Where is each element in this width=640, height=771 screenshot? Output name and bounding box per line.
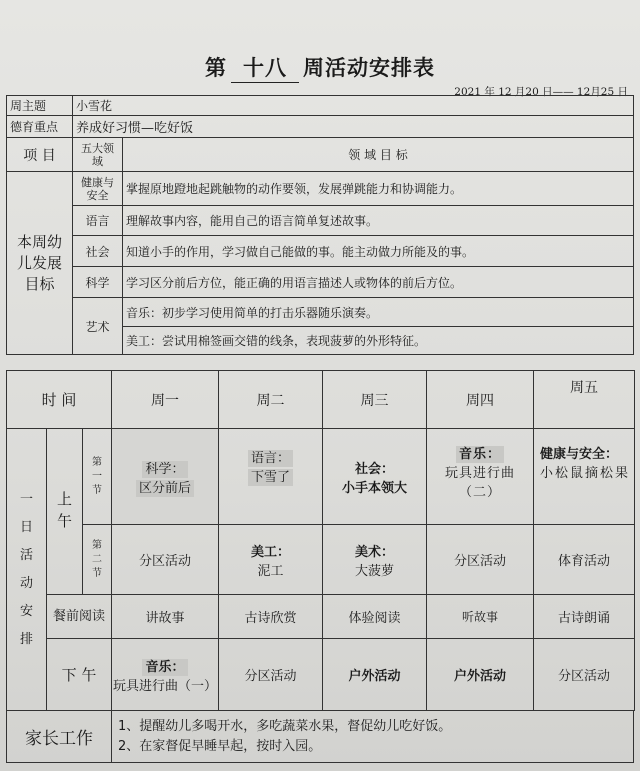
goals-table [6,95,634,355]
p2-mon: 分区活动 [112,525,219,595]
parent-work-item: 2、在家督促早睡早起，按时入园。 [118,738,322,754]
week-number: 十八 [231,52,299,83]
read-mon: 讲故事 [112,595,219,639]
pm-thu: 户外活动 [427,639,534,711]
item-header: 项 目 [7,138,73,172]
p1-mon: 科学： 区分前后 [112,429,219,525]
goal-domain-science: 科学 [73,267,123,298]
title-suffix: 周活动安排表 [303,55,435,80]
p2-fri: 体育活动 [534,525,635,595]
pm-wed: 户外活动 [323,639,427,711]
five-domains-header: 五大领域 [73,138,123,172]
goal-text-health: 掌握原地蹬地起跳触物的动作要领，发展弹跳能力和协调能力。 [123,172,634,206]
day-activity-label: 一日活动安排 [7,429,47,711]
pm-mon: 音乐： 玩具进行曲（一） [112,639,219,711]
morning-label: 上午 [47,429,83,595]
goal-domain-health: 健康与安全 [73,172,123,206]
before-meal-label: 餐前阅读 [47,595,112,639]
date-range: 2021 年 12 月20 日—— 12月25 日 [454,86,628,98]
time-header: 时 间 [7,371,112,429]
p1-wed: 社会： 小手本领大 [323,429,427,525]
title-prefix: 第 [205,55,227,80]
read-thu: 听故事 [427,595,534,639]
day-fri: 周五 [534,371,635,429]
theme-label: 周主题 [7,96,73,116]
goal-text-language: 理解故事内容，能用自己的语言简单复述故事。 [123,206,634,236]
p1-tue: 语言： 下雪了 [219,429,323,525]
goal-text-art-music: 音乐：初步学习使用简单的打击乐器随乐演奏。 [123,298,634,327]
goal-text-art-craft: 美工：尝试用棉签画交错的线条，表现菠萝的外形特征。 [123,327,634,355]
schedule-table [6,370,635,711]
pm-fri: 分区活动 [534,639,635,711]
parent-work-items [112,711,634,763]
p2-thu: 分区活动 [427,525,534,595]
goal-text-social: 知道小手的作用，学习做自己能做的事。能主动做力所能及的事。 [123,236,634,267]
read-fri: 古诗朗诵 [534,595,635,639]
parent-work-item: 1、提醒幼儿多喝开水，多吃蔬菜水果，督促幼儿吃好饭。 [118,718,452,734]
goal-text-science: 学习区分前后方位，能正确的用语言描述人或物体的前后方位。 [123,267,634,298]
p2-wed: 美术： 大菠萝 [323,525,427,595]
afternoon-label: 下 午 [47,639,112,711]
goal-domain-social: 社会 [73,236,123,267]
read-wed: 体验阅读 [323,595,427,639]
goals-label: 本周幼儿发展目标 [7,172,73,355]
page-title [0,52,640,83]
moral-label: 德育重点 [7,116,73,138]
pm-tue: 分区活动 [219,639,323,711]
day-wed: 周三 [323,371,427,429]
p1-thu: 音乐： 玩具进行曲（二） [427,429,534,525]
period1-label: 第一节 [83,429,112,525]
parent-work-label: 家长工作 [7,711,112,763]
parent-work-table [6,710,634,763]
day-mon: 周一 [112,371,219,429]
domain-goal-header: 领 域 目 标 [123,138,634,172]
day-thu: 周四 [427,371,534,429]
day-tue: 周二 [219,371,323,429]
p2-tue: 美工： 泥工 [219,525,323,595]
theme-value: 小雪花 [73,96,634,116]
period2-label: 第二节 [83,525,112,595]
read-tue: 古诗欣赏 [219,595,323,639]
moral-value: 养成好习惯—吃好饭 [73,116,634,138]
goal-domain-art: 艺术 [73,298,123,355]
p1-fri: 健康与安全： 小松鼠摘松果 [534,429,635,525]
goal-domain-language: 语言 [73,206,123,236]
